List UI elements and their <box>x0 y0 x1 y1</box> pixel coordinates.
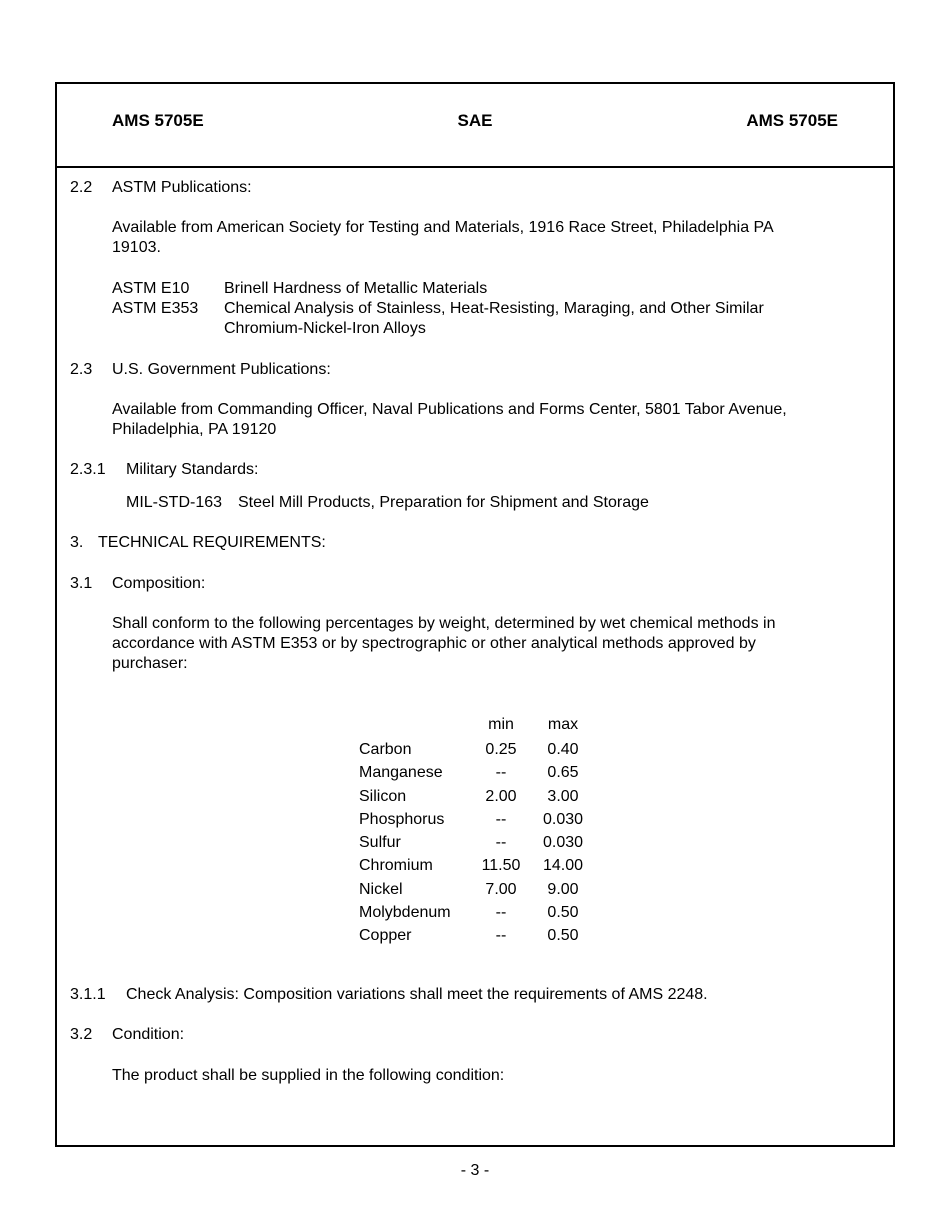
element-name: Molybdenum <box>359 904 451 922</box>
min-value: 7.00 <box>485 880 517 898</box>
min-value: -- <box>495 927 507 945</box>
min-value: 2.00 <box>485 787 517 805</box>
min-value: 0.25 <box>485 741 517 758</box>
section-3-2-body: The product shall be supplied in the following condition: <box>112 1067 505 1084</box>
section-2-2-body-line1: Available from American Society for Testing and Materials, 1916 Race Street, Philadelphia PA <box>112 219 774 236</box>
min-value: -- <box>495 764 507 782</box>
section-2-3-1-title: Military Standards: <box>126 461 259 478</box>
ref-title: Brinell Hardness of Metallic Materials <box>224 280 488 297</box>
section-3-1-number: 3.1 <box>70 575 93 592</box>
section-3-1-1-text: Check Analysis: Composition variations shall meet the requirements of AMS 2248. <box>126 986 708 1003</box>
section-3-1-body-line2: accordance with ASTM E353 or by spectrographic or other analytical methods approved by <box>112 635 756 652</box>
page-header <box>57 84 893 168</box>
element-name: Chromium <box>359 857 433 875</box>
section-3-1-title: Composition: <box>112 575 206 592</box>
section-3-2-title: Condition: <box>112 1026 185 1043</box>
max-value: 0.50 <box>547 927 579 945</box>
header-doc-id-right: AMS 5705E <box>746 111 838 130</box>
ref-title: Steel Mill Products, Preparation for Shipment and Storage <box>238 494 649 511</box>
section-2-3-body-line2: Philadelphia, PA 19120 <box>112 421 277 438</box>
element-name: Sulfur <box>359 834 401 852</box>
section-3-1-1-number: 3.1.1 <box>70 986 106 1003</box>
min-value: 11.50 <box>481 857 521 875</box>
element-name: Silicon <box>359 787 407 805</box>
page-number: - 3 - <box>460 1162 490 1179</box>
max-value: 9.00 <box>547 880 579 898</box>
min-value: -- <box>495 810 507 828</box>
max-value: 0.50 <box>547 904 579 922</box>
element-name: Copper <box>359 927 412 945</box>
ref-code: ASTM E10 <box>112 280 190 297</box>
max-value: 0.030 <box>542 834 584 852</box>
section-3-number: 3. <box>70 534 84 551</box>
section-2-3-number: 2.3 <box>70 361 93 378</box>
section-2-2-title: ASTM Publications: <box>112 179 252 196</box>
max-value: 14.00 <box>542 857 584 875</box>
section-3-1-body-line3: purchaser: <box>112 655 188 672</box>
header-doc-id-left: AMS 5705E <box>112 111 204 130</box>
section-2-3-title: U.S. Government Publications: <box>112 361 331 378</box>
min-value: -- <box>495 904 507 922</box>
column-header-max: max <box>547 716 579 733</box>
section-2-2-number: 2.2 <box>70 179 93 196</box>
section-3-2-number: 3.2 <box>70 1026 93 1043</box>
min-value: -- <box>495 834 507 852</box>
section-3-title: TECHNICAL REQUIREMENTS: <box>98 534 326 551</box>
section-2-2-body-line2: 19103. <box>112 239 161 256</box>
section-3-1-body-line1: Shall conform to the following percentages by weight, determined by wet chemical methods in <box>112 615 776 632</box>
ref-code: MIL-STD-163 <box>126 494 223 511</box>
ref-code: ASTM E353 <box>112 300 199 317</box>
ref-title-continued: Chromium-Nickel-Iron Alloys <box>224 320 426 337</box>
section-2-3-1-number: 2.3.1 <box>70 461 106 478</box>
max-value: 0.40 <box>547 741 579 758</box>
element-name: Manganese <box>359 764 443 782</box>
max-value: 0.65 <box>547 764 579 782</box>
max-value: 0.030 <box>542 810 584 828</box>
section-2-3-body-line1: Available from Commanding Officer, Naval Publications and Forms Center, 5801 Tabor Avenue, <box>112 401 787 418</box>
element-name: Carbon <box>359 741 412 758</box>
header-org: SAE <box>457 111 493 130</box>
ref-title: Chemical Analysis of Stainless, Heat-Resisting, Maraging, and Other Similar <box>224 300 764 317</box>
column-header-min: min <box>488 716 514 733</box>
element-name: Phosphorus <box>359 810 445 828</box>
element-name: Nickel <box>359 880 403 898</box>
max-value: 3.00 <box>547 787 579 805</box>
